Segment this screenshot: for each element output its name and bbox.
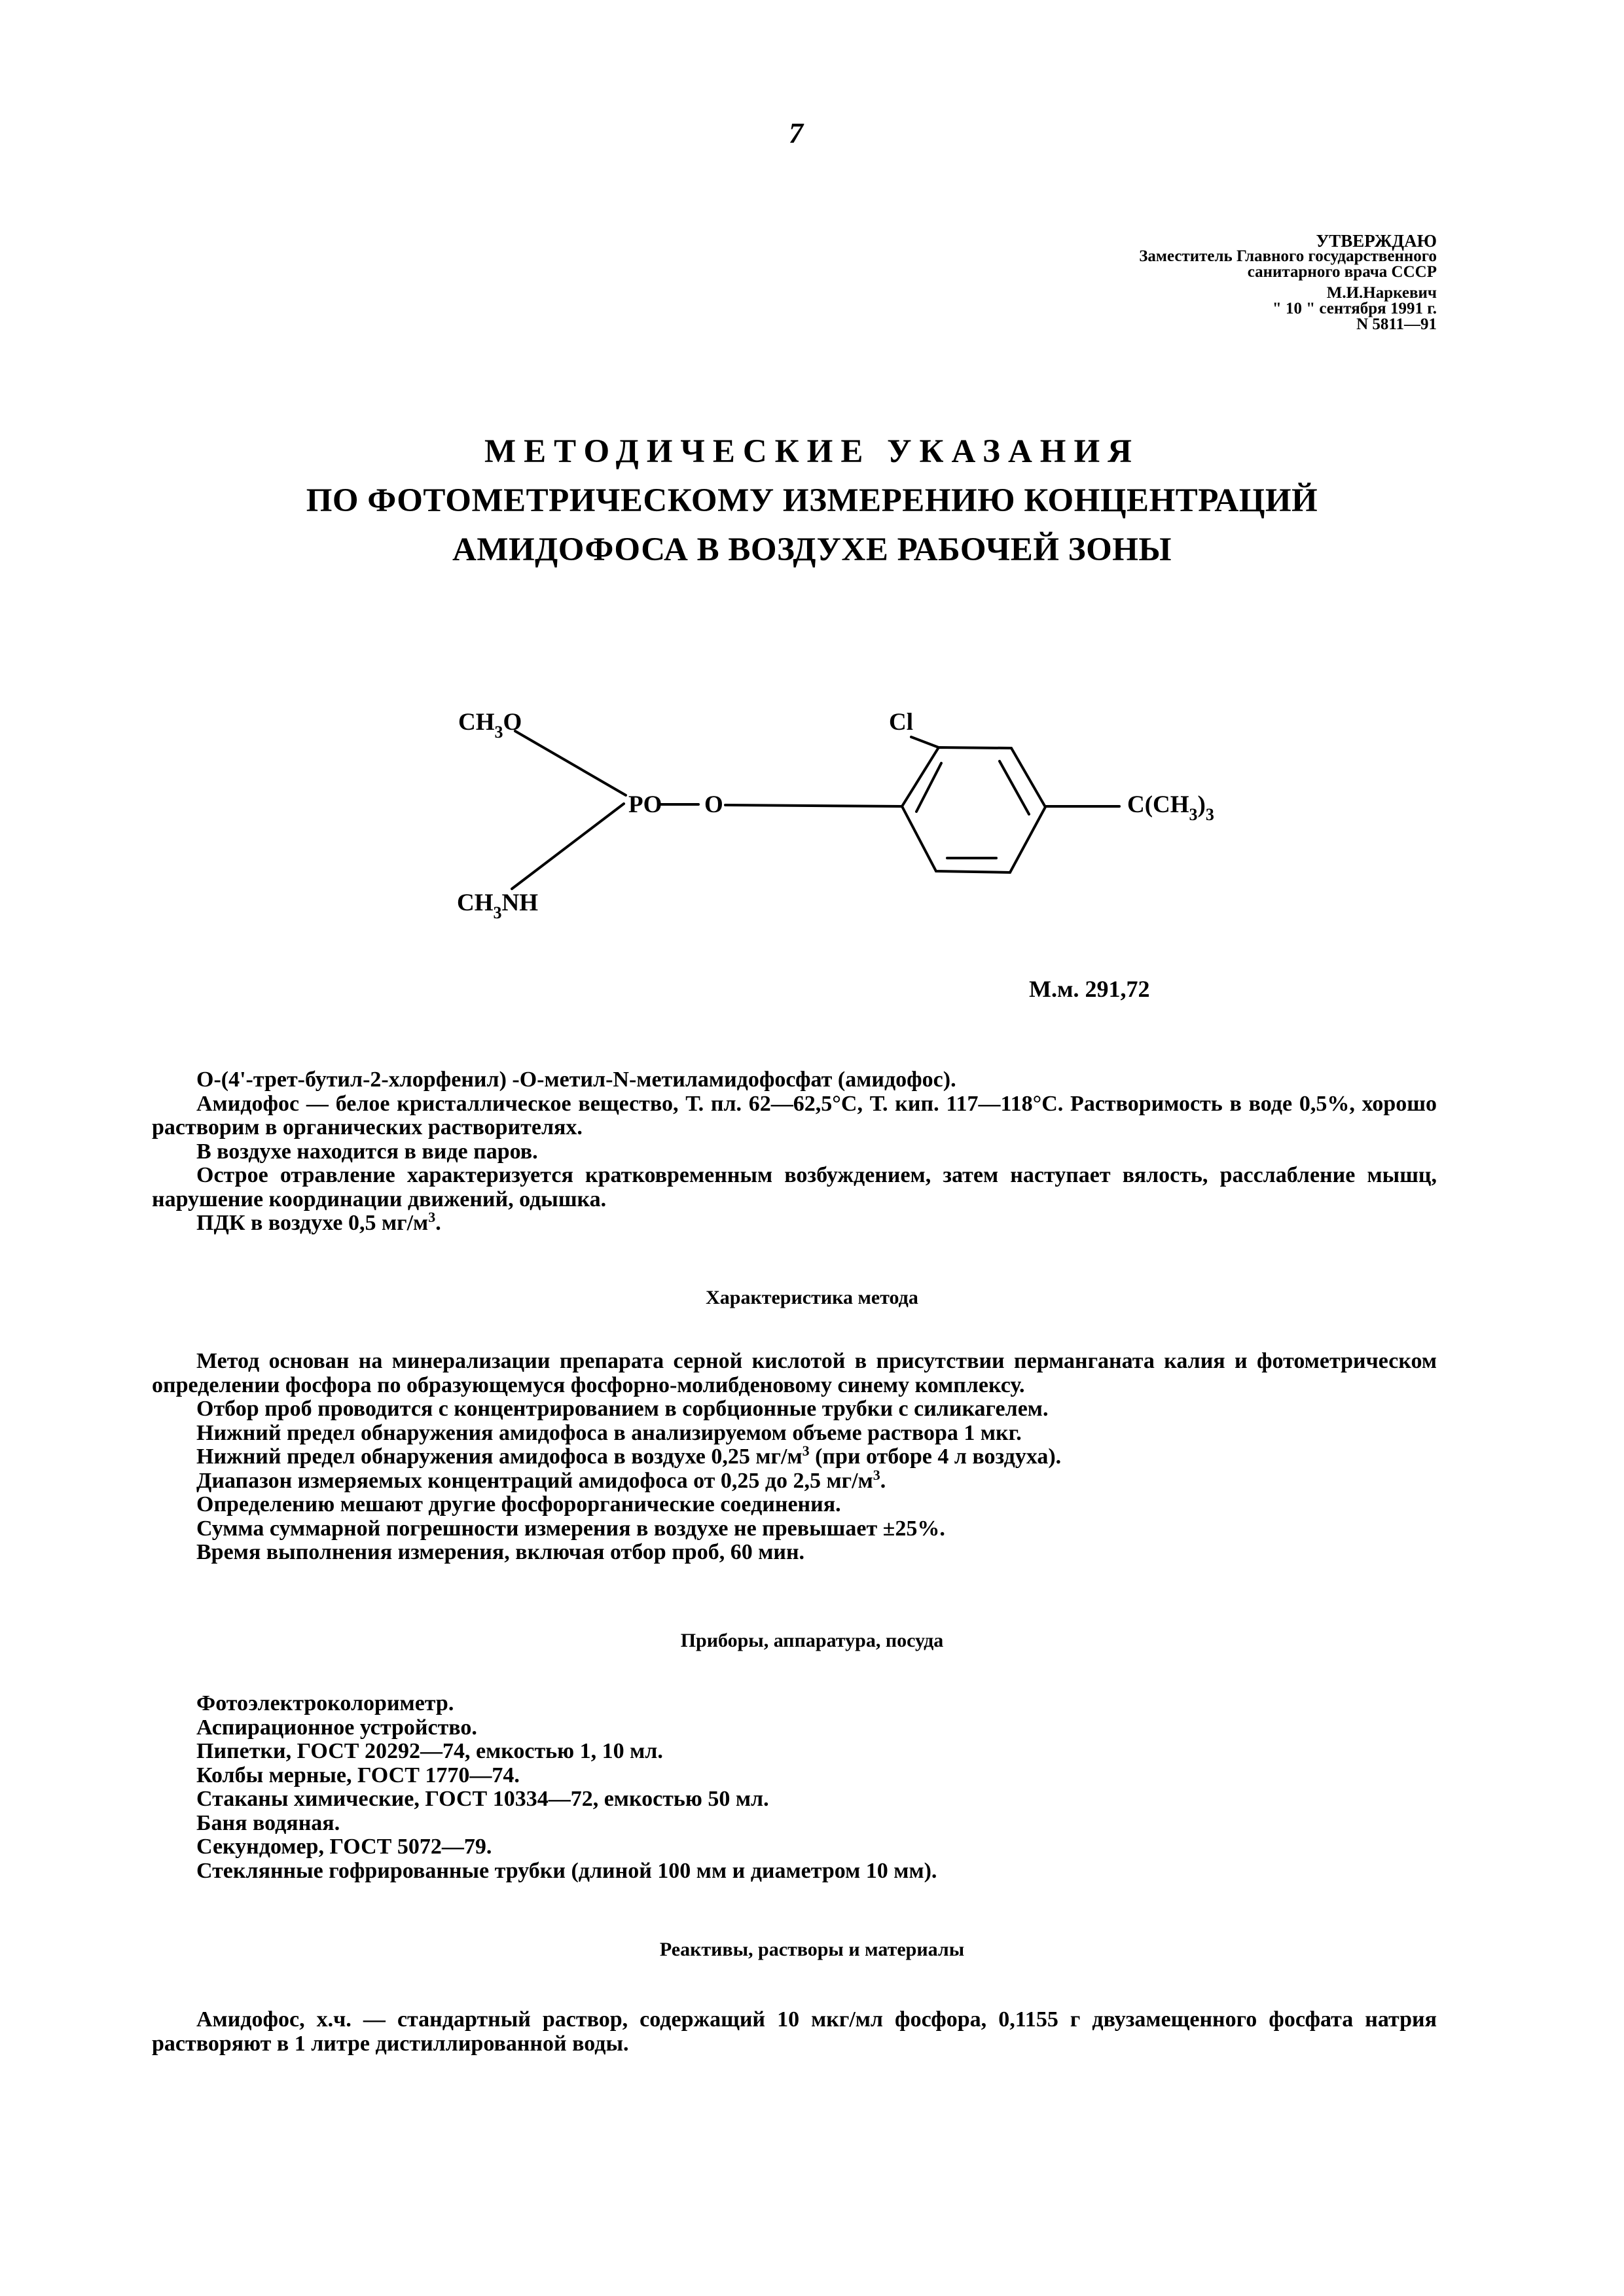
chemical-name: О-(4'-трет-бутил-2-хлорфенил) -О-метил-N-метиламидофосфат (амидофос). <box>196 1067 956 1092</box>
equipment-item: Секундомер, ГОСТ 5072—79. <box>196 1835 492 1859</box>
detection-limit-air: Нижний предел обнаружения амидофоса в воздухе 0,25 $мг/м^3$ (при отборе 4 л воздуха). <box>196 1443 1062 1469</box>
methoxy-group-label: $CH_3O$ <box>458 709 522 742</box>
equipment-item: Стеклянные гофрированные трубки (длиной 100 мм и диаметром 10 мм). <box>196 1858 937 1883</box>
reagents-section <box>152 2008 1437 2056</box>
method-section <box>152 1350 1437 1565</box>
approval-position: Заместитель Главного государственного <box>1139 247 1437 265</box>
equipment-item: Баня водяная. <box>196 1810 340 1835</box>
equipment-item: Фотоэлектроколориметр. <box>196 1691 454 1715</box>
toxicity-description: Острое отравление характеризуется кратковременным возбуждением, затем наступает вялость, расслабление мышц, нарушение координации движений, одышка. <box>152 1163 1437 1211</box>
approval-number: N 5811—91 <box>1356 315 1437 333</box>
sampling-note: Отбор проб проводится с концентрированием в сорбционные трубки с силикагелем. <box>196 1397 1049 1421</box>
detection-limit-solution: Нижний предел обнаружения амидофоса в анализируемом объеме раствора 1 мкг. <box>196 1420 1022 1445</box>
equipment-list <box>196 1692 937 1883</box>
equipment-item: Стаканы химические, ГОСТ 10334—72, емкостью 50 мл. <box>196 1787 769 1811</box>
equipment-heading: Приборы, аппаратура, посуда <box>680 1630 944 1651</box>
title-line-1: МЕТОДИЧЕСКИЕ УКАЗАНИЯ <box>484 433 1140 470</box>
reagents-heading: Реактивы, растворы и материалы <box>659 1939 965 1960</box>
title-line-2: ПО ФОТОМЕТРИЧЕСКОМУ ИЗМЕРЕНИЮ КОНЦЕНТРАЦИЙ <box>306 482 1318 519</box>
page-number: 7 <box>789 117 803 149</box>
ether-oxygen-label: O <box>704 791 723 818</box>
approval-position-cont: санитарного врача СССР <box>1247 263 1437 281</box>
method-principle: Метод основан на минерализации препарата серной кислотой в присутствии перманганата калия и фотометрическом определении фосфора по образующемуся фосфорно-молибденовому синему комплексу. <box>152 1349 1437 1397</box>
title-line-3: АМИДОФОСА В ВОЗДУХЕ РАБОЧЕЙ ЗОНЫ <box>452 531 1172 568</box>
approval-signatory: М.И.Наркевич <box>1326 284 1437 302</box>
phosphoryl-label: PO <box>628 791 662 818</box>
molecular-mass: М.м. 291,72 <box>1029 976 1150 1002</box>
mac-value: ПДК в воздухе 0,5 $мг/м^3$. <box>196 1209 441 1235</box>
approval-stamp: УТВЕРЖДАЮ <box>1316 231 1437 251</box>
structural-formula-bonds <box>0 0 1624 1047</box>
equipment-item: Аспирационное устройство. <box>196 1715 477 1740</box>
physical-properties: Амидофос — белое кристаллическое вещество, Т. пл. 62—62,5°С, Т. кип. 117—118°С. Растворимость в воде 0,5%, хорошо растворим в органических растворителях. <box>152 1091 1437 1139</box>
method-heading: Характеристика метода <box>706 1287 918 1308</box>
execution-time: Время выполнения измерения, включая отбор проб, 60 мин. <box>196 1540 805 1564</box>
interferences: Определению мешают другие фосфорорганические соединения. <box>196 1492 841 1516</box>
chlorine-label: Cl <box>889 709 913 736</box>
equipment-item: Пипетки, ГОСТ 20292—74, емкостью 1, 10 мл. <box>196 1739 663 1763</box>
intro-section <box>152 1068 1437 1236</box>
methylamino-group-label: $CH_3NH$ <box>457 889 538 922</box>
equipment-item: Колбы мерные, ГОСТ 1770—74. <box>196 1763 520 1787</box>
tert-butyl-label: $C(CH_3)_3$ <box>1127 791 1214 824</box>
approval-date: " 10 " сентября 1991 г. <box>1272 300 1437 317</box>
measurement-range: Диапазон измеряемых концентраций амидофоса от 0,25 до 2,5 $мг/м^3$. <box>196 1466 886 1493</box>
air-state: В воздухе находится в виде паров. <box>196 1139 538 1164</box>
standard-solution: Амидофос, х.ч. — стандартный раствор, содержащий 10 мкг/мл фосфора, 0,1155 г двузамещенного фосфата натрия растворяют в 1 литре дистиллированной воды. <box>152 2007 1437 2056</box>
error-limit: Сумма суммарной погрешности измерения в воздухе не превышает ±25%. <box>196 1516 945 1541</box>
